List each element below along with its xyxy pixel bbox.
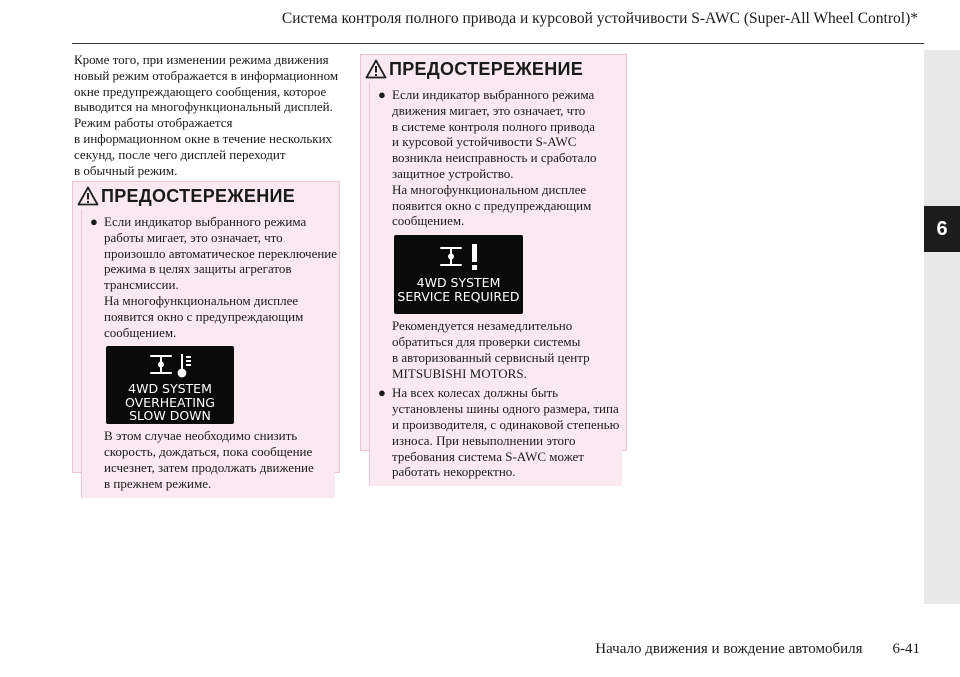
footer-section: Начало движения и вождение автомобиля bbox=[595, 641, 863, 657]
display-service-required bbox=[394, 235, 523, 314]
text-line: установлены шины одного размера, типа bbox=[392, 401, 619, 417]
header-divider bbox=[72, 43, 924, 44]
text-line: В этом случае необходимо снизить bbox=[104, 428, 298, 444]
text-line: движения мигает, это означает, что bbox=[392, 102, 586, 118]
text-line: возникла неисправность и сработало bbox=[392, 150, 597, 166]
intro-line: Режим работы отображается bbox=[74, 115, 233, 131]
drivetrain-icon bbox=[438, 243, 464, 271]
text-line: появится окно с предупреждающим bbox=[392, 197, 592, 213]
text-line: и производителя, с одинаковой степенью bbox=[392, 416, 620, 432]
text-line: MITSUBISHI MOTORS. bbox=[392, 365, 527, 381]
intro-line: в информационном окне в течение нескольких bbox=[74, 130, 333, 146]
warning-triangle-icon bbox=[365, 59, 387, 79]
text-line: На многофункциональном дисплее bbox=[104, 292, 299, 308]
text-line: появится окно с предупреждающим bbox=[104, 308, 304, 324]
text-line: трансмиссии. bbox=[104, 277, 179, 293]
text-line: сообщением. bbox=[392, 213, 465, 229]
text-line: сообщением. bbox=[104, 324, 177, 340]
warning-triangle-icon bbox=[77, 186, 99, 206]
text-line: режима в целях защиты агрегатов bbox=[104, 261, 292, 277]
text-line: произошло автоматическое переключение bbox=[104, 245, 338, 261]
intro-line: Кроме того, при изменении режима движения bbox=[74, 52, 329, 67]
header-title: Система контроля полного привода и курсовой устойчивости S-AWC (Super-All Wheel Control)* bbox=[281, 10, 918, 27]
chapter-tab[interactable]: 6 bbox=[924, 206, 960, 252]
display-line: 4WD SYSTEM bbox=[128, 381, 212, 397]
exclamation-icon bbox=[470, 242, 480, 272]
text-line: и курсовой устойчивости S-AWC bbox=[392, 134, 577, 150]
text-line: скорость, дождаться, пока сообщение bbox=[104, 444, 313, 460]
text-line: в авторизованный сервисный центр bbox=[392, 349, 590, 365]
page-footer bbox=[595, 641, 920, 658]
intro-line: новый режим отображается в информационном bbox=[74, 67, 339, 83]
warning-title: ПРЕДОСТЕРЕЖЕНИЕ bbox=[389, 58, 584, 79]
display-overheating bbox=[106, 346, 234, 424]
warning-body bbox=[81, 210, 338, 498]
page-number: 6-41 bbox=[892, 641, 920, 657]
text-line: износа. При невыполнении этого bbox=[392, 432, 576, 448]
display-line: OVERHEATING bbox=[125, 394, 215, 410]
temperature-icon bbox=[177, 351, 193, 379]
drivetrain-icon bbox=[148, 351, 174, 379]
warning-header bbox=[361, 55, 626, 83]
display-line: SLOW DOWN bbox=[129, 408, 211, 424]
bullet-icon: ● bbox=[378, 87, 386, 102]
text-line: На всех колесах должны быть bbox=[392, 385, 559, 401]
side-tab bbox=[924, 50, 960, 604]
text-line: На многофункциональном дисплее bbox=[392, 181, 587, 197]
text-line: исчезнет, затем продолжать движение bbox=[104, 459, 314, 475]
display-line: SERVICE REQUIRED bbox=[397, 288, 520, 304]
warning-box-overheating bbox=[72, 181, 340, 491]
text-line: в системе контроля полного привода bbox=[392, 118, 596, 134]
warning-item bbox=[370, 385, 622, 480]
warning-box-service bbox=[360, 54, 627, 480]
text-line: Рекомендуется незамедлительно bbox=[392, 318, 573, 334]
intro-line: окне предупреждающего сообщения, которое bbox=[74, 83, 327, 99]
text-line: работать некорректно. bbox=[392, 464, 516, 480]
text-line: работы мигает, это означает, что bbox=[104, 229, 283, 245]
text-line: защитное устройство. bbox=[392, 165, 514, 181]
warning-item bbox=[82, 214, 338, 492]
intro-line: выводится на многофункциональный дисплей. bbox=[74, 99, 333, 115]
intro-line: секунд, после чего дисплей переходит bbox=[74, 146, 286, 162]
bullet-icon: ● bbox=[378, 385, 386, 401]
bullet-icon: ● bbox=[90, 214, 98, 229]
warning-body bbox=[369, 83, 622, 486]
text-line: требования система S-AWC может bbox=[392, 448, 584, 464]
warning-item bbox=[370, 87, 622, 381]
text-line: в прежнем режиме. bbox=[104, 475, 212, 491]
display-line: 4WD SYSTEM bbox=[416, 275, 501, 291]
warning-title: ПРЕДОСТЕРЕЖЕНИЕ bbox=[101, 185, 296, 206]
text-line: обратиться для проверки системы bbox=[392, 333, 581, 349]
text-line: Если индикатор выбранного режима bbox=[104, 214, 307, 229]
warning-header bbox=[73, 182, 339, 210]
intro-line: в обычный режим. bbox=[74, 162, 178, 178]
text-line: Если индикатор выбранного режима bbox=[392, 87, 595, 102]
intro-paragraph bbox=[74, 52, 344, 178]
